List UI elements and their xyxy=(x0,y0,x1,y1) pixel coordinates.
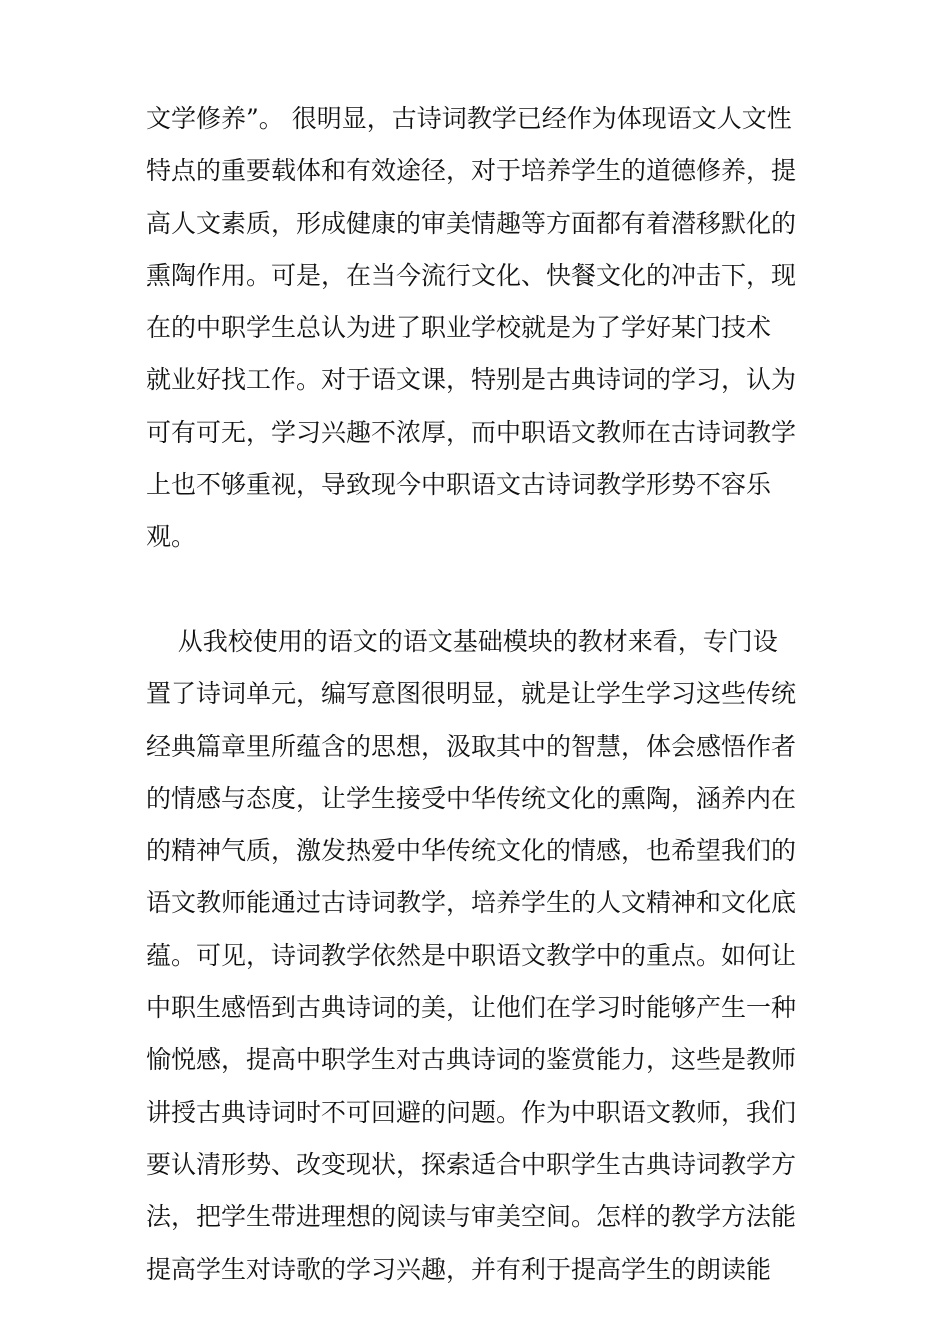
text-line: 熏陶作用。可是，在当今流行文化、快餐文化的冲击下，现 xyxy=(146,260,797,290)
text-line: 愉悦感，提高中职学生对古典诗词的鉴赏能力，这些是教师 xyxy=(146,1045,797,1075)
text-line: 的精神气质，激发热爱中华传统文化的情感，也希望我们的 xyxy=(146,836,797,866)
text-line: 特点的重要载体和有效途径，对于培养学生的道德修养，提 xyxy=(146,156,797,186)
text-line: 上也不够重视，导致现今中职语文古诗词教学形势不容乐 xyxy=(146,470,772,500)
text-line: 高人文素质，形成健康的审美情趣等方面都有着潜移默化的 xyxy=(146,208,797,238)
text-line: 要认清形势、改变现状，探索适合中职学生古典诗词教学方 xyxy=(146,1149,797,1179)
text-line: 蕴。可见，诗词教学依然是中职语文教学中的重点。如何让 xyxy=(146,940,797,970)
paragraph-1 xyxy=(146,93,826,564)
text-line: 提高学生对诗歌的学习兴趣，并有利于提高学生的朗读能 xyxy=(146,1254,772,1284)
text-line: 从我校使用的语文的语文基础模块的教材来看，专门设 xyxy=(146,627,778,656)
text-line: 经典篇章里所蕴含的思想，汲取其中的智慧，体会感悟作者 xyxy=(146,731,797,761)
text-line: 就业好找工作。对于语文课，特别是古典诗词的学习，认为 xyxy=(146,365,797,395)
text-line: 中职生感悟到古典诗词的美，让他们在学习时能够产生一种 xyxy=(146,993,797,1023)
text-line: 法，把学生带进理想的阅读与审美空间。怎样的教学方法能 xyxy=(146,1202,797,1232)
paragraph-2 xyxy=(146,616,826,1296)
text-line: 置了诗词单元，编写意图很明显，就是让学生学习这些传统 xyxy=(146,679,797,709)
text-line: 可有可无，学习兴趣不浓厚，而中职语文教师在古诗词教学 xyxy=(146,417,797,447)
text-line: 讲授古典诗词时不可回避的问题。作为中职语文教师，我们 xyxy=(146,1097,797,1127)
text-line: 文学修养”。 很明显，古诗词教学已经作为体现语文人文性 xyxy=(146,104,792,133)
text-line: 观。 xyxy=(146,522,197,552)
text-line: 在的中职学生总认为进了职业学校就是为了学好某门技术 xyxy=(146,313,772,343)
text-line: 语文教师能通过古诗词教学，培养学生的人文精神和文化底 xyxy=(146,888,797,918)
text-line: 的情感与态度，让学生接受中华传统文化的熏陶，涵养内在 xyxy=(146,783,797,813)
